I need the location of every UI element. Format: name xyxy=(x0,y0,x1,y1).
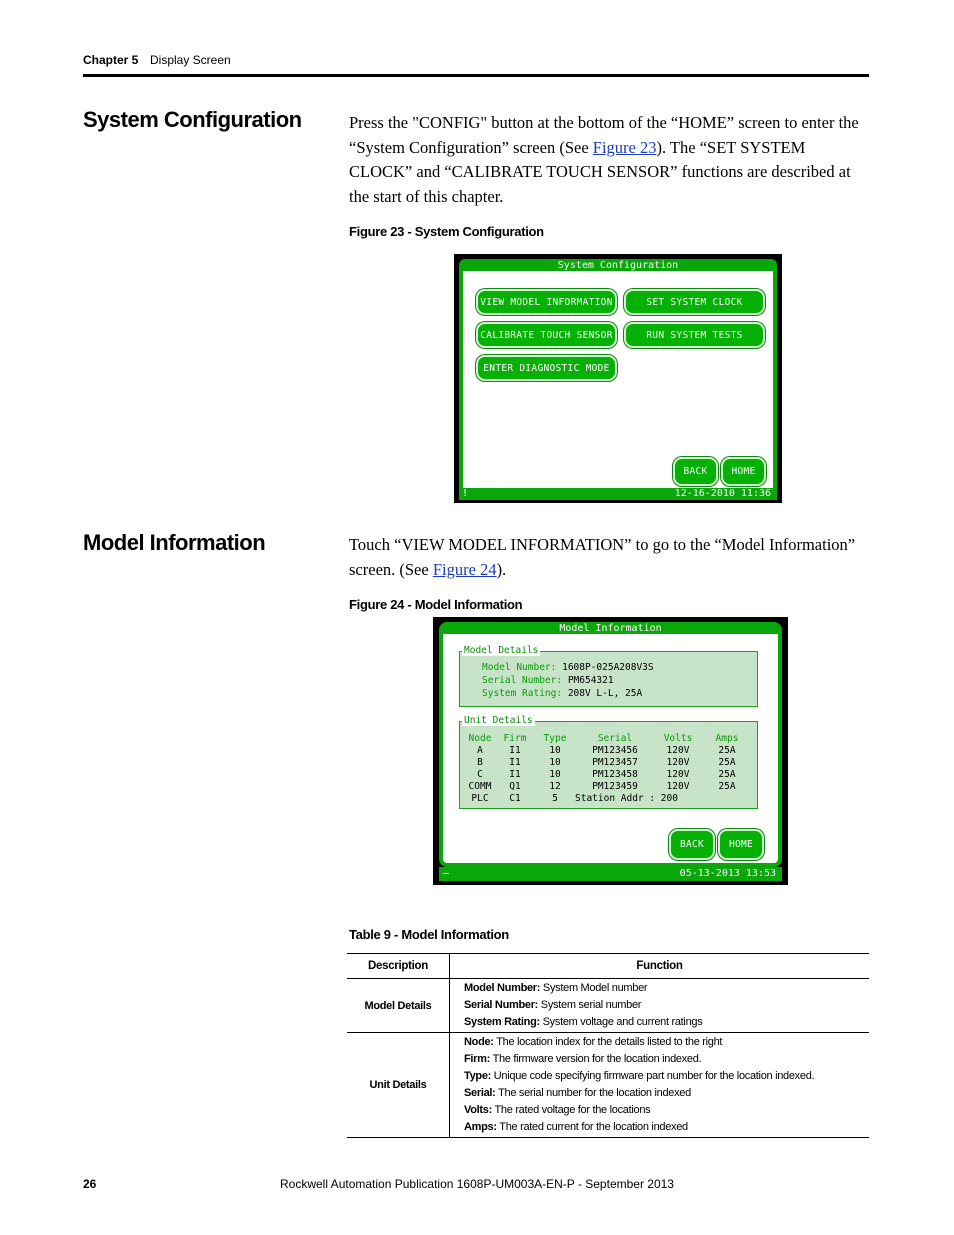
paragraph-text: Touch “VIEW MODEL INFORMATION” to go to the “Model Information” screen. (See xyxy=(349,535,856,579)
function-item xyxy=(464,1051,868,1068)
unit-column-header: Firm xyxy=(503,733,527,744)
function-item xyxy=(464,1102,868,1119)
unit-cell: 12 xyxy=(549,781,561,792)
function-text: System Model number xyxy=(540,982,648,994)
home-button[interactable]: HOME xyxy=(718,829,764,860)
column-header-description: Description xyxy=(347,954,450,979)
paragraph-text: ). xyxy=(496,559,507,579)
table-header-row xyxy=(347,954,869,979)
function-text: System serial number xyxy=(538,999,642,1011)
unit-cell: 120V xyxy=(666,745,690,756)
model-number-label: Model Number: xyxy=(482,662,557,673)
status-indicator: ! xyxy=(462,488,469,499)
chapter-title: Display Screen xyxy=(150,53,231,67)
function-text: The location index for the details listed to the right xyxy=(493,1036,723,1048)
function-text: The firmware version for the location indexed. xyxy=(490,1053,702,1065)
system-configuration-paragraph xyxy=(349,111,864,209)
home-button[interactable]: HOME xyxy=(721,457,766,486)
unit-column-header: Amps xyxy=(715,733,739,744)
page-number: 26 xyxy=(83,1177,97,1191)
unit-cell: 120V xyxy=(666,781,690,792)
serial-number-row xyxy=(482,675,614,686)
system-configuration-screen xyxy=(454,254,782,503)
function-term: Firm: xyxy=(464,1053,491,1065)
figure-23-link[interactable]: Figure 23 xyxy=(592,137,657,157)
run-system-tests-button[interactable]: RUN SYSTEM TESTS xyxy=(624,322,765,348)
unit-cell: C xyxy=(477,769,483,780)
status-bar xyxy=(439,867,782,881)
unit-cell: 10 xyxy=(549,757,561,768)
unit-cell: I1 xyxy=(509,769,521,780)
unit-cell: COMM xyxy=(468,781,492,792)
function-item xyxy=(464,1085,868,1102)
function-term: Volts: xyxy=(464,1104,492,1116)
row-description: Unit Details xyxy=(347,1033,450,1138)
function-term: Serial Number: xyxy=(464,999,539,1011)
function-text: The serial number for the location indexed xyxy=(495,1087,691,1099)
table-row xyxy=(347,979,869,1033)
screen-title: Model Information xyxy=(559,623,662,634)
section-heading-system-configuration: System Configuration xyxy=(83,107,302,132)
function-item xyxy=(464,1034,868,1051)
status-indicator: — xyxy=(443,868,450,879)
figure-23-caption: Figure 23 - System Configuration xyxy=(349,224,544,239)
table-9-caption: Table 9 - Model Information xyxy=(349,927,509,942)
table-row xyxy=(347,1033,869,1138)
model-information-screen xyxy=(433,617,788,885)
column-header-function: Function xyxy=(450,954,870,979)
model-details-legend: Model Details xyxy=(464,645,539,656)
unit-cell: 25A xyxy=(718,781,736,792)
function-term: Serial: xyxy=(464,1087,496,1099)
figure-24-caption: Figure 24 - Model Information xyxy=(349,597,523,612)
unit-details-panel xyxy=(459,715,758,809)
function-item xyxy=(464,997,868,1014)
unit-column-header: Type xyxy=(543,733,567,744)
back-button[interactable]: BACK xyxy=(673,457,718,486)
unit-cell: 10 xyxy=(549,745,561,756)
header-rule xyxy=(83,74,869,77)
set-system-clock-button[interactable]: SET SYSTEM CLOCK xyxy=(624,289,765,315)
row-description: Model Details xyxy=(347,979,450,1033)
model-information-paragraph xyxy=(349,533,864,582)
model-details-panel xyxy=(459,645,758,707)
unit-cell: B xyxy=(477,757,483,768)
unit-cell: PM123457 xyxy=(592,757,638,768)
function-item xyxy=(464,1068,868,1085)
model-information-table xyxy=(347,953,869,1138)
function-term: Type: xyxy=(464,1070,492,1082)
function-text: The rated voltage for the locations xyxy=(491,1104,651,1116)
unit-cell: 25A xyxy=(718,745,736,756)
unit-cell: I1 xyxy=(509,745,521,756)
function-text: System voltage and current ratings xyxy=(539,1016,703,1028)
unit-cell: PLC xyxy=(471,793,489,804)
system-rating-row xyxy=(482,688,642,699)
row-function-list xyxy=(450,979,870,1033)
unit-cell: C1 xyxy=(509,793,521,804)
unit-cell: Station Addr : 200 xyxy=(575,793,678,804)
figure-24-link[interactable]: Figure 24 xyxy=(432,559,497,579)
function-term: System Rating: xyxy=(464,1016,540,1028)
system-rating-label: System Rating: xyxy=(482,688,563,699)
row-function-list xyxy=(450,1033,870,1138)
section-heading-model-information: Model Information xyxy=(83,530,266,555)
function-text: The rated current for the location indexed xyxy=(496,1121,688,1133)
unit-cell: 120V xyxy=(666,757,690,768)
unit-details-legend: Unit Details xyxy=(464,715,533,726)
unit-cell: PM123458 xyxy=(592,769,638,780)
paragraph-text: Press the "CONFIG" button at the bottom of the “HOME” screen to enter the “System Configuration” screen (See xyxy=(349,113,859,157)
screen-title: System Configuration xyxy=(557,260,679,271)
chapter-label: Chapter 5 xyxy=(83,53,139,67)
view-model-information-button[interactable]: VIEW MODEL INFORMATION xyxy=(476,289,617,315)
function-item xyxy=(464,980,868,997)
enter-diagnostic-mode-button[interactable]: ENTER DIAGNOSTIC MODE xyxy=(476,355,617,381)
timestamp: 12-16-2010 11:36 xyxy=(674,488,771,499)
unit-cell: 10 xyxy=(549,769,561,780)
unit-cell: A xyxy=(477,745,483,756)
system-rating-value: 208V L-L, 25A xyxy=(567,688,643,699)
back-button[interactable]: BACK xyxy=(669,829,715,860)
serial-number-value: PM654321 xyxy=(567,675,614,686)
unit-cell: 120V xyxy=(666,769,690,780)
unit-column-header: Volts xyxy=(663,733,693,744)
unit-cell: PM123459 xyxy=(592,781,638,792)
paragraph-text: ). The “SET SYSTEM CLOCK” and “CALIBRATE TOUCH SENSOR” functions are described at the start of this chapter. xyxy=(349,137,851,206)
function-item xyxy=(464,1014,868,1031)
serial-number-label: Serial Number: xyxy=(482,675,563,686)
unit-cell: 5 xyxy=(552,793,558,804)
unit-column-header: Node xyxy=(468,733,492,744)
function-term: Node: xyxy=(464,1036,494,1048)
function-item xyxy=(464,1119,868,1136)
status-bar xyxy=(459,488,777,500)
unit-cell: 25A xyxy=(718,769,736,780)
timestamp: 05-13-2013 13:53 xyxy=(679,868,776,879)
unit-cell: PM123456 xyxy=(592,745,638,756)
function-term: Model Number: xyxy=(464,982,541,994)
model-number-row xyxy=(482,662,654,673)
unit-column-header: Serial xyxy=(597,733,633,744)
publication-footer: Rockwell Automation Publication 1608P-UM003A-EN-P - September 2013 xyxy=(280,1177,674,1191)
unit-cell: 25A xyxy=(718,757,736,768)
unit-cell: I1 xyxy=(509,757,521,768)
function-term: Amps: xyxy=(464,1121,497,1133)
calibrate-touch-sensor-button[interactable]: CALIBRATE TOUCH SENSOR xyxy=(476,322,617,348)
function-text: Unique code specifying firmware part number for the location indexed. xyxy=(491,1070,815,1082)
model-number-value: 1608P-025A208V3S xyxy=(562,662,654,673)
unit-cell: Q1 xyxy=(509,781,521,792)
